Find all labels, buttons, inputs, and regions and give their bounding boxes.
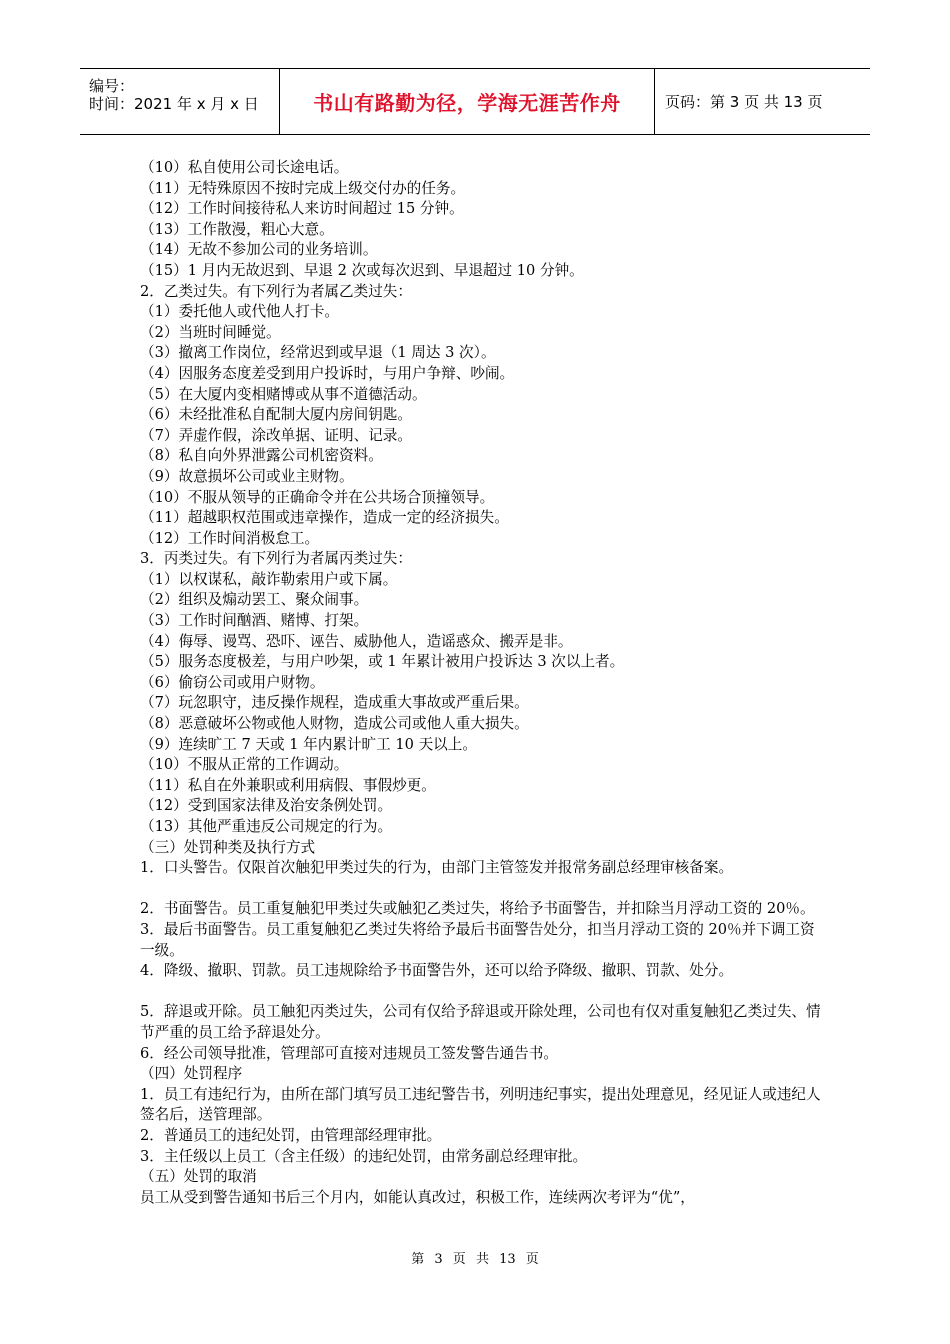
text-line: （12）工作时间消极怠工。 [140, 529, 320, 547]
text-line: （11）私自在外兼职或利用病假、事假炒更。 [140, 776, 436, 794]
footer-total-number: 13 [499, 1252, 516, 1267]
text-line: （4）因服务态度差受到用户投诉时，与用户争辩、吵闹。 [140, 364, 515, 382]
text-line: （11）无特殊原因不按时完成上级交付办的任务。 [140, 179, 466, 197]
paragraph: 1．员工有违纪行为，由所在部门填写员工违纪警告书，列明违纪事实，提出处理意见，经见证人或违纪人签名后，送管理部。 [140, 1085, 821, 1124]
text-line: 员工从受到警告通知书后三个月内，如能认真改过，积极工作，连续两次考评为“优”， [140, 1188, 695, 1206]
text-line: （11）超越职权范围或违章操作，造成一定的经济损失。 [140, 509, 509, 527]
section-heading: （三）处罚种类及执行方式 [140, 838, 316, 856]
footer-page-number: 3 [434, 1252, 443, 1267]
text-line: （3）工作时间酗酒、赌博、打架。 [140, 612, 369, 630]
text-line: （10）不服从领导的正确命令并在公共场合顶撞领导。 [140, 488, 495, 506]
text-line: （15）1 月内无故迟到、早退 2 次或每次迟到、早退超过 10 分钟。 [140, 261, 584, 279]
text-line: （3）撤离工作岗位，经常迟到或早退（1 周达 3 次）。 [140, 344, 496, 362]
text-line: （6）未经批准私自配制大厦内房间钥匙。 [140, 406, 412, 424]
footer-page-word: 第 [411, 1252, 425, 1267]
text-line: （14）无故不参加公司的业务培训。 [140, 241, 378, 259]
paragraph: 3．最后书面警告。员工重复触犯乙类过失将给予最后书面警告处分，扣当月浮动工资的 20％并下调工资一级。 [140, 920, 815, 959]
section-heading: 2．乙类过失。有下列行为者属乙类过失： [140, 282, 412, 300]
paragraph: 2．书面警告。员工重复触犯甲类过失或触犯乙类过失，将给予书面警告，并扣除当月浮动工资的 20％。 [140, 900, 815, 918]
text-line: （7）弄虚作假，涂改单据、证明、记录。 [140, 426, 412, 444]
text-line: （9）故意损坏公司或业主财物。 [140, 467, 354, 485]
text-line: （13）工作散漫，粗心大意。 [140, 220, 334, 238]
header-motto: 书山有路勤为径，学海无涯苦作舟 [280, 69, 655, 134]
page-footer [0, 1248, 950, 1267]
text-line: 1．口头警告。仅限首次触犯甲类过失的行为，由部门主管签发并报常务副总经理审核备案。 [140, 859, 734, 877]
text-line: （12）工作时间接待私人来访时间超过 15 分钟。 [140, 200, 464, 218]
document-body [140, 158, 826, 1208]
text-line: （10）不服从正常的工作调动。 [140, 756, 349, 774]
text-line: （5）服务态度极差，与用户吵架，或 1 年累计被用户投诉达 3 次以上者。 [140, 653, 625, 671]
header-page-label: 页码：第 3 页 共 13 页 [665, 93, 823, 111]
text-line: （1）以权谋私，敲诈勒索用户或下属。 [140, 570, 398, 588]
paragraph: 4．降级、撤职、罚款。员工违规除给予书面警告外，还可以给予降级、撤职、罚款、处分。 [140, 962, 734, 980]
text-line: （2）当班时间睡觉。 [140, 323, 281, 341]
text-line: 6．经公司领导批准，管理部可直接对违规员工签发警告通告书。 [140, 1044, 558, 1062]
footer-total-word: 共 [475, 1252, 489, 1267]
text-line: （9）连续旷工 7 天或 1 年内累计旷工 10 天以上。 [140, 735, 477, 753]
text-line: （8）恶意破坏公物或他人财物，造成公司或他人重大损失。 [140, 715, 529, 733]
text-line: （2）组织及煽动罢工、聚众闹事。 [140, 591, 369, 609]
text-line: （13）其他严重违反公司规定的行为。 [140, 818, 393, 835]
section-heading: （五）处罚的取消 [140, 1168, 257, 1186]
text-line: （6）偷窃公司或用户财物。 [140, 673, 325, 691]
section-heading: 3．丙类过失。有下列行为者属丙类过失： [140, 550, 412, 568]
document-time-label: 时间：2021 年 x 月 x 日 [89, 95, 259, 113]
text-line: 2．普通员工的违纪处罚，由管理部经理审批。 [140, 1126, 442, 1144]
text-line: （5）在大厦内变相赌博或从事不道德活动。 [140, 385, 427, 403]
document-number-label: 编号： [89, 77, 135, 95]
header-table [80, 68, 870, 135]
section-heading: （四）处罚程序 [140, 1065, 243, 1083]
text-line: （12）受到国家法律及治安条例处罚。 [140, 797, 393, 815]
text-line: （4）侮辱、谩骂、恐吓、诬告、威胁他人，造谣惑众、搬弄是非。 [140, 632, 573, 650]
text-line: （1）委托他人或代他人打卡。 [140, 303, 340, 321]
text-line: 3．主任级以上员工（含主任级）的违纪处罚，由常务副总经理审批。 [140, 1147, 588, 1165]
paragraph: 5．辞退或开除。员工触犯丙类过失，公司有仅给予辞退或开除处理，公司也有仅对重复触犯乙类过失、情节严重的员工给予辞退处分。 [140, 1003, 821, 1041]
footer-page-unit: 页 [452, 1252, 466, 1267]
text-line: （8）私自向外界泄露公司机密资料。 [140, 447, 383, 465]
header-meta-cell [80, 69, 280, 134]
footer-total-unit: 页 [525, 1252, 539, 1267]
text-line: （10）私自使用公司长途电话。 [140, 159, 349, 176]
text-line: （7）玩忽职守，违反操作规程，造成重大事故或严重后果。 [140, 694, 529, 712]
